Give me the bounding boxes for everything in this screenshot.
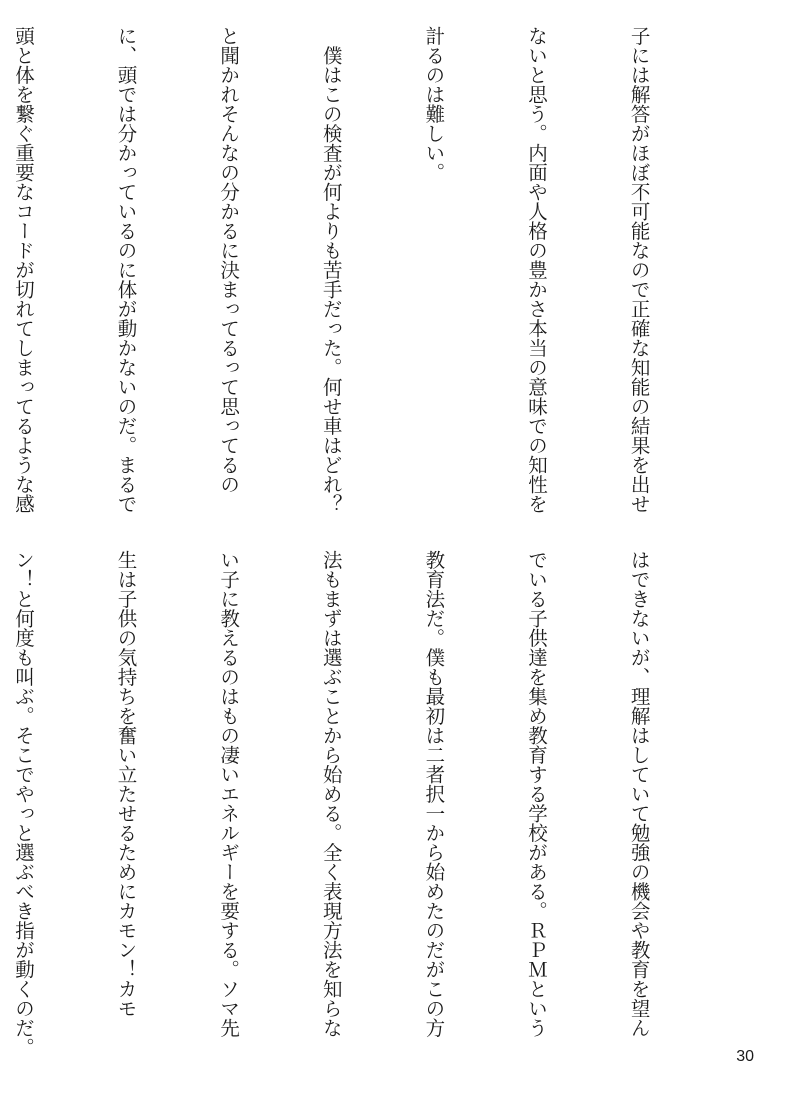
text-line: 生は子供の気持ちを奮い立たせるためにカモン！カモ	[114, 550, 138, 1018]
upper-text-block	[0, 26, 724, 514]
text-line: 計るのは難しい。	[422, 26, 446, 182]
text-line: はできないが、理解はしていて勉強の機会や教育を望ん	[627, 550, 651, 1038]
text-line: に、頭では分かっているのに体が動かないのだ。まるで	[114, 26, 138, 514]
lower-text-block	[0, 550, 724, 1057]
text-line: ン！と何度も叫ぶ。そこでやっと選ぶべき指が動くのだ。	[11, 550, 35, 1057]
text-line: と聞かれそんなの分かるに決まってるって思ってるの	[217, 26, 241, 494]
text-line: 教育法だ。僕も最初は二者択一から始めたのだがこの方	[422, 550, 446, 1038]
page-number: 30	[736, 1048, 754, 1065]
text-line: 子には解答がほぼ不可能なので正確な知能の結果を出せ	[627, 26, 651, 514]
text-line: 僕はこの検査が何よりも苦手だった。何せ車はどれ？	[319, 26, 343, 514]
text-line: ないと思う。内面や人格の豊かさ本当の意味での知性を	[524, 26, 548, 514]
text-line: い子に教えるのはもの凄いエネルギーを要する。ソマ先	[217, 550, 241, 1038]
text-line: でいる子供達を集め教育する学校がある。ＲＰＭという	[524, 550, 548, 1038]
text-line: 法もまずは選ぶことから始める。全く表現方法を知らな	[319, 550, 343, 1038]
text-line: 頭と体を繋ぐ重要なコードが切れてしまってるような感	[11, 26, 35, 514]
